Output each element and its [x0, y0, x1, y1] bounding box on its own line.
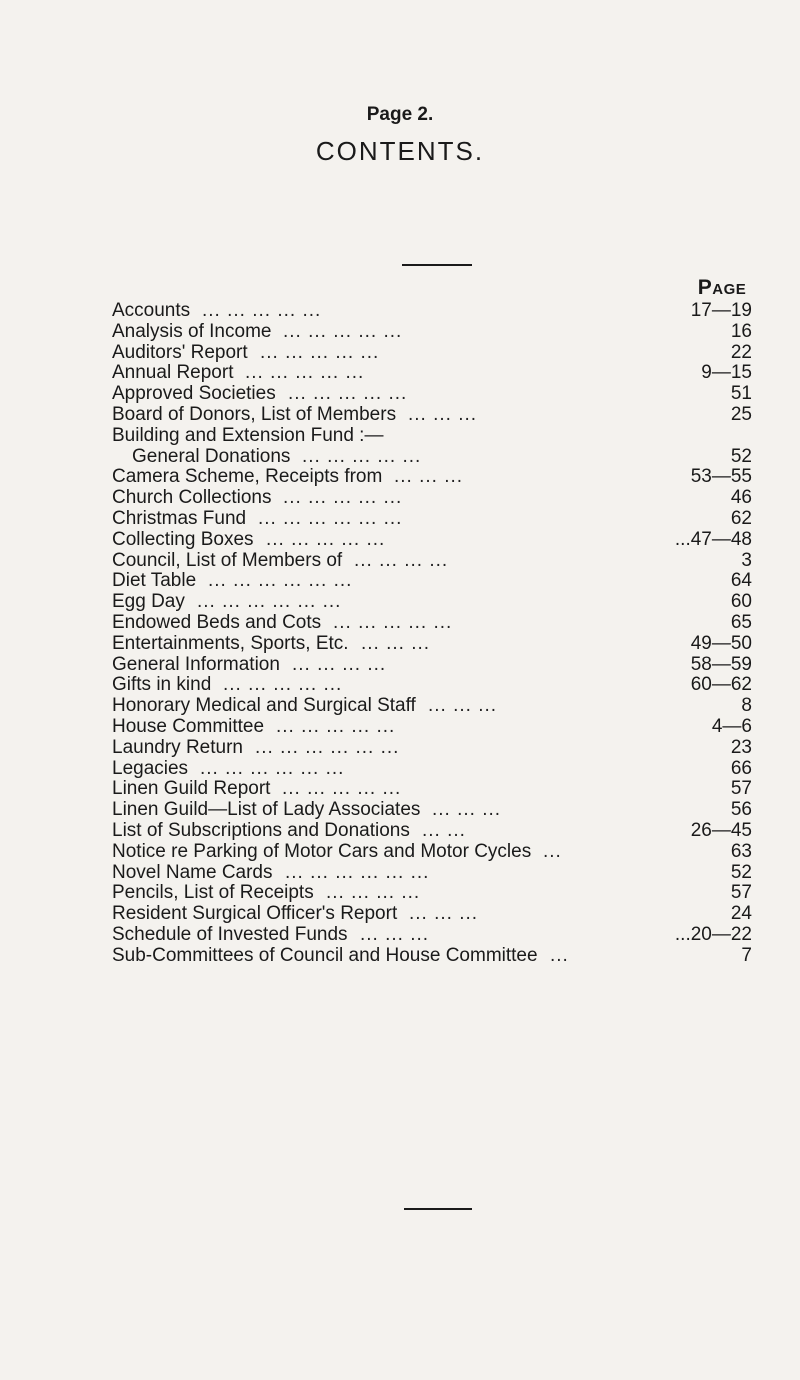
- toc-entry: [112, 738, 752, 759]
- toc-entry-page: 53—55: [690, 466, 752, 488]
- toc-leader-dots: ... ... ... ... ...: [202, 300, 322, 321]
- toc-entry: [112, 322, 752, 343]
- toc-entry: [112, 384, 752, 405]
- toc-leader-dots: ...: [543, 840, 562, 862]
- page-number: Page 2.: [366, 104, 434, 125]
- toc-entry-title: General Information: [112, 653, 280, 675]
- toc-entry-title: General Donations: [132, 445, 291, 467]
- toc-entry: [112, 863, 752, 884]
- toc-entry: [112, 613, 752, 634]
- toc-entry: [112, 759, 752, 780]
- toc-entry-title: Sub-Committees of Council and House Committee: [112, 944, 538, 966]
- toc-entry: [112, 343, 752, 364]
- toc-leader-dots: ... ... ... ... ... ...: [208, 570, 353, 592]
- toc-entry-page: 63: [730, 840, 752, 862]
- toc-entry-title: Endowed Beds and Cots: [112, 611, 322, 633]
- toc-entry-title: Linen Guild—List of Lady Associates: [112, 799, 421, 821]
- toc-leader-dots: ... ... ...: [394, 466, 464, 488]
- toc-leader-dots: ... ... ... ... ...: [288, 383, 408, 405]
- toc-entry-title: Church Collections: [112, 487, 272, 509]
- toc-leader-dots: ... ... ... ... ...: [266, 528, 386, 550]
- toc-entry-page: 51: [730, 383, 752, 405]
- page-title: CONTENTS.: [315, 136, 485, 166]
- toc-entry-page: 66: [730, 757, 752, 779]
- toc-entry-title: Schedule of Invested Funds: [112, 923, 348, 945]
- toc-leader-dots: ... ... ...: [408, 403, 478, 425]
- toc-entry: [112, 634, 752, 655]
- toc-leader-dots: ... ... ... ...: [326, 882, 421, 904]
- toc-entry-title: Gifts in kind: [112, 674, 212, 696]
- toc-entry-page: 25: [730, 403, 752, 425]
- toc-entry-title: Honorary Medical and Surgical Staff: [112, 695, 416, 717]
- toc-entry: [112, 800, 752, 821]
- toc-entry-page: 17—19: [690, 300, 752, 321]
- toc-leader-dots: ... ... ... ... ... ...: [258, 507, 403, 529]
- toc-leader-dots: ... ... ... ... ... ...: [197, 591, 342, 613]
- toc-entry-page: 60: [730, 591, 752, 613]
- toc-leader-dots: ... ... ... ... ... ...: [285, 861, 430, 883]
- toc-entry-page: 65: [730, 611, 752, 633]
- toc-entry-title: Council, List of Members of: [112, 549, 343, 571]
- toc-entry-title: Annual Report: [112, 362, 234, 384]
- toc-entry: [112, 530, 752, 551]
- toc-entry-page: 62: [730, 507, 752, 529]
- toc-entry-page: 57: [730, 882, 752, 904]
- contents-list: [112, 301, 752, 967]
- toc-entry: [112, 405, 752, 426]
- toc-entry: [112, 551, 752, 572]
- toc-leader-dots: ... ... ... ... ...: [333, 611, 453, 633]
- toc-leader-dots: ... ... ... ... ...: [276, 715, 396, 737]
- toc-leader-dots: ... ... ... ... ...: [282, 778, 402, 800]
- toc-entry-title: Pencils, List of Receipts: [112, 882, 314, 904]
- toc-entry: [112, 779, 752, 800]
- toc-leader-dots: ... ... ... ... ... ...: [255, 736, 400, 758]
- toc-entry: [112, 925, 752, 946]
- toc-entry: [112, 946, 752, 967]
- toc-entry: [112, 426, 752, 447]
- toc-leader-dots: ... ... ... ... ...: [223, 674, 343, 696]
- toc-entry-page: 16: [730, 320, 752, 342]
- toc-leader-dots: ... ... ... ... ...: [245, 362, 365, 384]
- toc-entry-page: 3: [741, 549, 752, 571]
- toc-leader-dots: ... ... ...: [409, 903, 479, 925]
- toc-leader-dots: ... ... ... ... ...: [260, 341, 380, 363]
- toc-entry-page: 26—45: [690, 819, 752, 841]
- toc-entry: [112, 301, 752, 322]
- toc-entry-page: 64: [730, 570, 752, 592]
- toc-entry: [112, 883, 752, 904]
- toc-entry-page: 58—59: [690, 653, 752, 675]
- divider-top: [402, 264, 472, 266]
- toc-entry-page: 46: [730, 487, 752, 509]
- toc-entry-page: 8: [741, 695, 752, 717]
- toc-entry-title: Approved Societies: [112, 383, 276, 405]
- toc-entry-page: ...20—22: [674, 923, 752, 945]
- toc-entry-title: Auditors' Report: [112, 341, 248, 363]
- toc-entry: [112, 717, 752, 738]
- toc-entry: [112, 696, 752, 717]
- toc-entry-page: 4—6: [711, 715, 752, 737]
- toc-entry-title: House Committee: [112, 715, 265, 737]
- toc-entry-title: Laundry Return: [112, 736, 243, 758]
- toc-entry-title: Diet Table: [112, 570, 197, 592]
- toc-entry: [112, 675, 752, 696]
- toc-entry-page: 52: [730, 861, 752, 883]
- toc-leader-dots: ... ... ... ...: [354, 549, 449, 571]
- toc-entry-title: Entertainments, Sports, Etc.: [112, 632, 349, 654]
- toc-entry: [112, 571, 752, 592]
- toc-leader-dots: ... ... ...: [428, 695, 498, 717]
- toc-leader-dots: ... ... ...: [432, 799, 502, 821]
- toc-entry: [112, 447, 752, 468]
- toc-entry: [112, 363, 752, 384]
- page-column-heading: Page: [697, 276, 747, 299]
- toc-entry-page: 52: [730, 445, 752, 467]
- toc-entry: [112, 842, 752, 863]
- toc-entry-title: Linen Guild Report: [112, 778, 271, 800]
- toc-entry-title: Building and Extension Fund :—: [112, 424, 384, 446]
- toc-entry-page: ...47—48: [674, 528, 752, 550]
- toc-entry-page: 23: [730, 736, 752, 758]
- toc-entry: [112, 904, 752, 925]
- toc-leader-dots: ... ... ... ... ...: [283, 487, 403, 509]
- toc-entry-title: Camera Scheme, Receipts from: [112, 466, 383, 488]
- toc-entry-title: Novel Name Cards: [112, 861, 273, 883]
- toc-leader-dots: ... ... ... ... ...: [302, 445, 422, 467]
- toc-entry-page: 22: [730, 341, 752, 363]
- toc-entry-page: 49—50: [690, 632, 752, 654]
- toc-entry: [112, 655, 752, 676]
- toc-entry: [112, 467, 752, 488]
- toc-entry-title: Analysis of Income: [112, 320, 272, 342]
- toc-leader-dots: ... ... ... ... ...: [283, 320, 403, 342]
- toc-entry-page: 57: [730, 778, 752, 800]
- toc-leader-dots: ... ... ...: [360, 923, 430, 945]
- toc-entry-title: List of Subscriptions and Donations: [112, 819, 410, 841]
- toc-entry-page: 60—62: [690, 674, 752, 696]
- toc-leader-dots: ...: [550, 944, 569, 966]
- toc-entry-page: 56: [730, 799, 752, 821]
- toc-entry-title: Legacies: [112, 757, 189, 779]
- divider-bottom: [404, 1208, 472, 1210]
- toc-entry-page: 24: [730, 903, 752, 925]
- toc-entry: [112, 488, 752, 509]
- toc-entry-page: 9—15: [701, 362, 752, 384]
- toc-entry-title: Egg Day: [112, 591, 185, 613]
- toc-leader-dots: ... ... ... ...: [292, 653, 387, 675]
- toc-entry-title: Resident Surgical Officer's Report: [112, 903, 398, 925]
- toc-entry: [112, 821, 752, 842]
- toc-entry: [112, 509, 752, 530]
- toc-entry-title: Accounts: [112, 300, 191, 321]
- toc-entry-page: 7: [741, 944, 752, 966]
- toc-entry-title: Collecting Boxes: [112, 528, 254, 550]
- toc-leader-dots: ... ...: [422, 819, 466, 841]
- toc-entry-title: Christmas Fund: [112, 507, 247, 529]
- toc-entry-title: Board of Donors, List of Members: [112, 403, 397, 425]
- toc-leader-dots: ... ... ... ... ... ...: [200, 757, 345, 779]
- toc-entry: [112, 592, 752, 613]
- toc-entry-title: Notice re Parking of Motor Cars and Motor Cycles: [112, 840, 532, 862]
- toc-leader-dots: ... ... ...: [361, 632, 431, 654]
